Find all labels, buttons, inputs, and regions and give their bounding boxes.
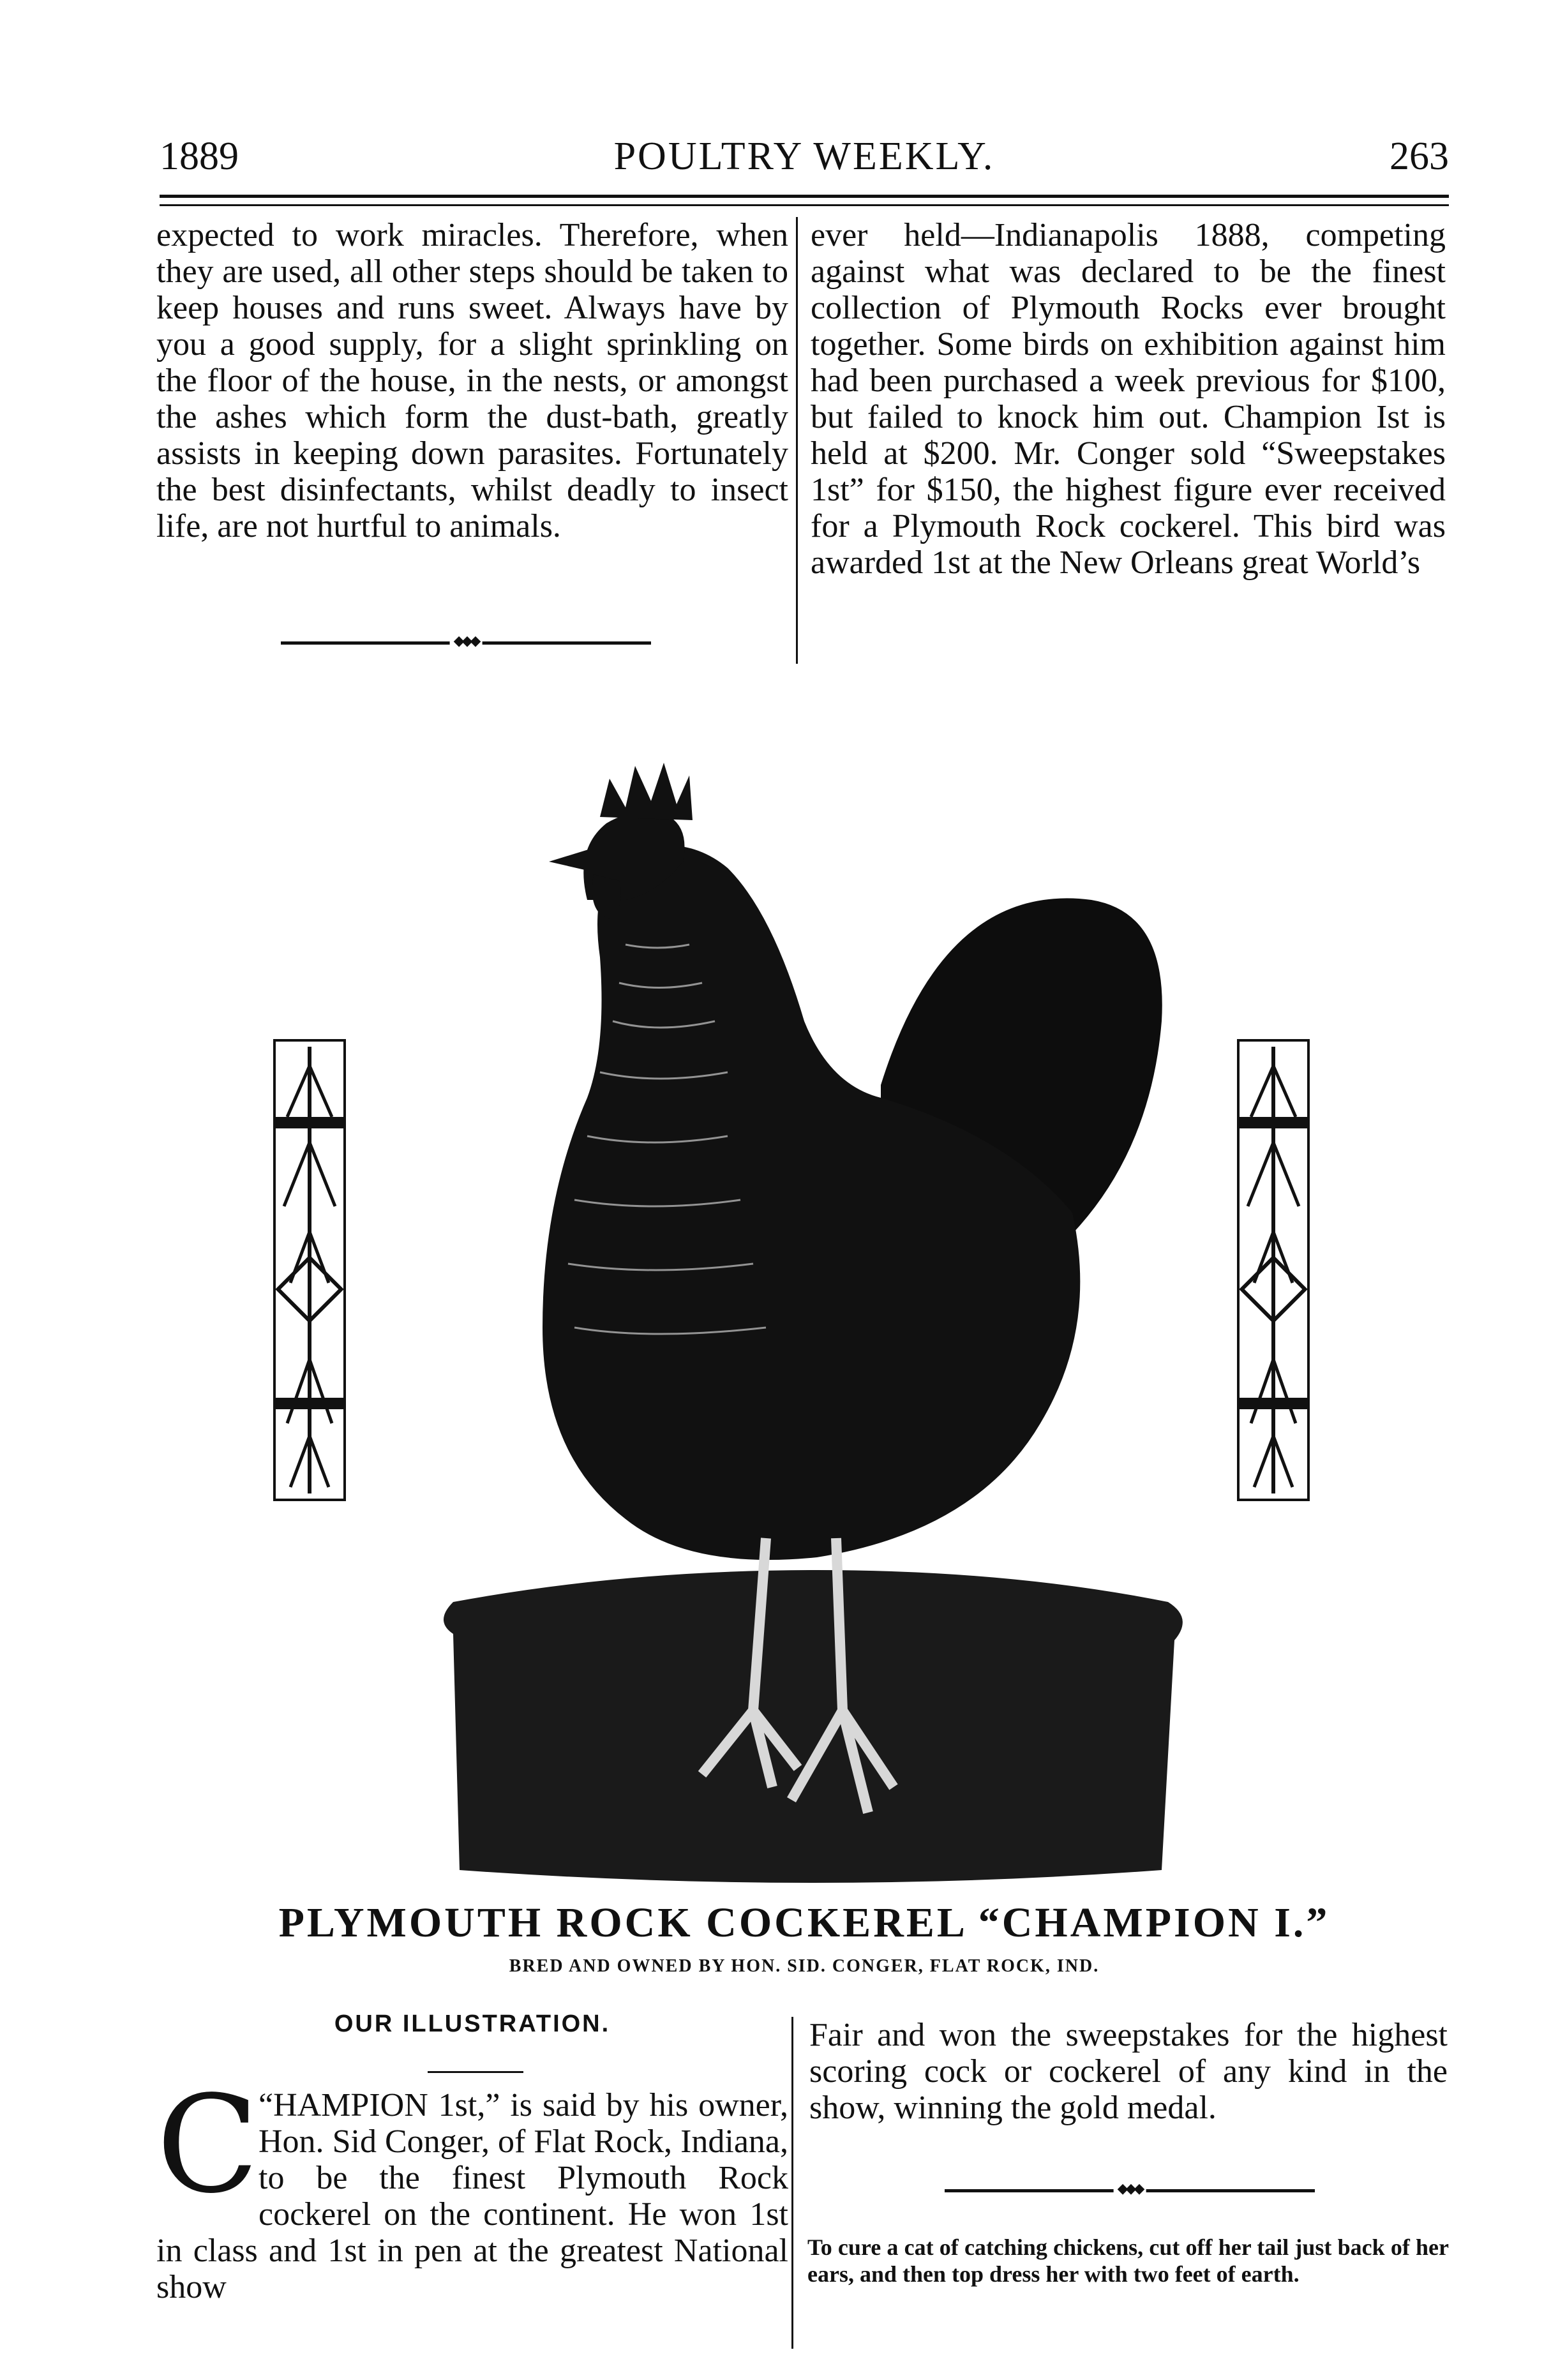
right-ornament-panel <box>1238 1040 1308 1500</box>
ground-shadow <box>444 1570 1183 1883</box>
header-year: 1889 <box>160 135 239 178</box>
article-right-column <box>809 2017 1448 2126</box>
top-right-column <box>811 217 1446 581</box>
illustration-caption: PLYMOUTH ROCK COCKEREL “CHAMPION I.” <box>278 1899 1330 1946</box>
page-header <box>160 128 1449 191</box>
top-right-paragraph: ever held—Indianapolis 1888, competing against what was declared to be the finest collection of Plymouth Rocks ever brought together. Some birds on exhibition against him had been purchased a week previous for $100, but failed to knock him out. Champion Ist is held at $200. Mr. Conger sold “Sweepstakes 1st” for $150, the highest figure ever received for a Plymouth Rock cockerel. This bird was awarded 1st at the New Orleans great World’s <box>811 217 1446 581</box>
article-left-text: “HAMPION 1st,” is said by his owner, Hon. Sid Conger, of Flat Rock, Indiana, to be the finest Plymouth Rock cockerel on the continent. He won 1st in class and 1st in pen at the greatest National show <box>156 2087 788 2305</box>
drop-cap: C <box>156 2067 259 2223</box>
illustration-credit: BRED AND OWNED BY HON. SID. CONGER, FLAT ROCK, IND. <box>509 1956 1100 1976</box>
rooster-comb <box>600 763 693 820</box>
header-rule-thick <box>160 195 1449 198</box>
article-right-text: Fair and won the sweepstakes for the highest scoring cock or cockerel of any kind in the show, winning the gold medal. <box>809 2017 1448 2126</box>
heading-rule <box>428 2071 523 2073</box>
cat-note: To cure a cat of catching chickens, cut off her tail just back of her ears, and then top dress her with two feet of earth. <box>807 2234 1449 2287</box>
plymouth-rock-cockerel-engraving <box>243 689 1353 1915</box>
header-rule-thin <box>160 204 1449 206</box>
rooster-beak <box>549 849 590 871</box>
section-heading: OUR ILLUSTRATION. <box>334 2010 611 2037</box>
left-ornament-panel <box>274 1040 345 1500</box>
section-ornament-rule <box>281 641 651 645</box>
page-number: 263 <box>1390 135 1449 178</box>
column-divider-bottom <box>791 2017 793 2349</box>
column-divider-top <box>796 217 798 664</box>
publication-title: POULTRY WEEKLY. <box>613 135 995 178</box>
top-left-paragraph: expected to work miracles. Therefore, when they are used, all other steps should be taken to keep houses and runs sweet. Always have by you a good supply, for a slight sprinkling on the floor of the house, in the nests, or amongst the ashes which form the dust-bath, greatly assists in keeping down parasites. Fortunately the best disinfectants, whilst deadly to insect life, are not hurtful to animals. <box>156 217 788 544</box>
article-ornament-rule <box>945 2189 1315 2192</box>
article-left-column <box>156 2067 788 2305</box>
top-left-column <box>156 217 788 544</box>
